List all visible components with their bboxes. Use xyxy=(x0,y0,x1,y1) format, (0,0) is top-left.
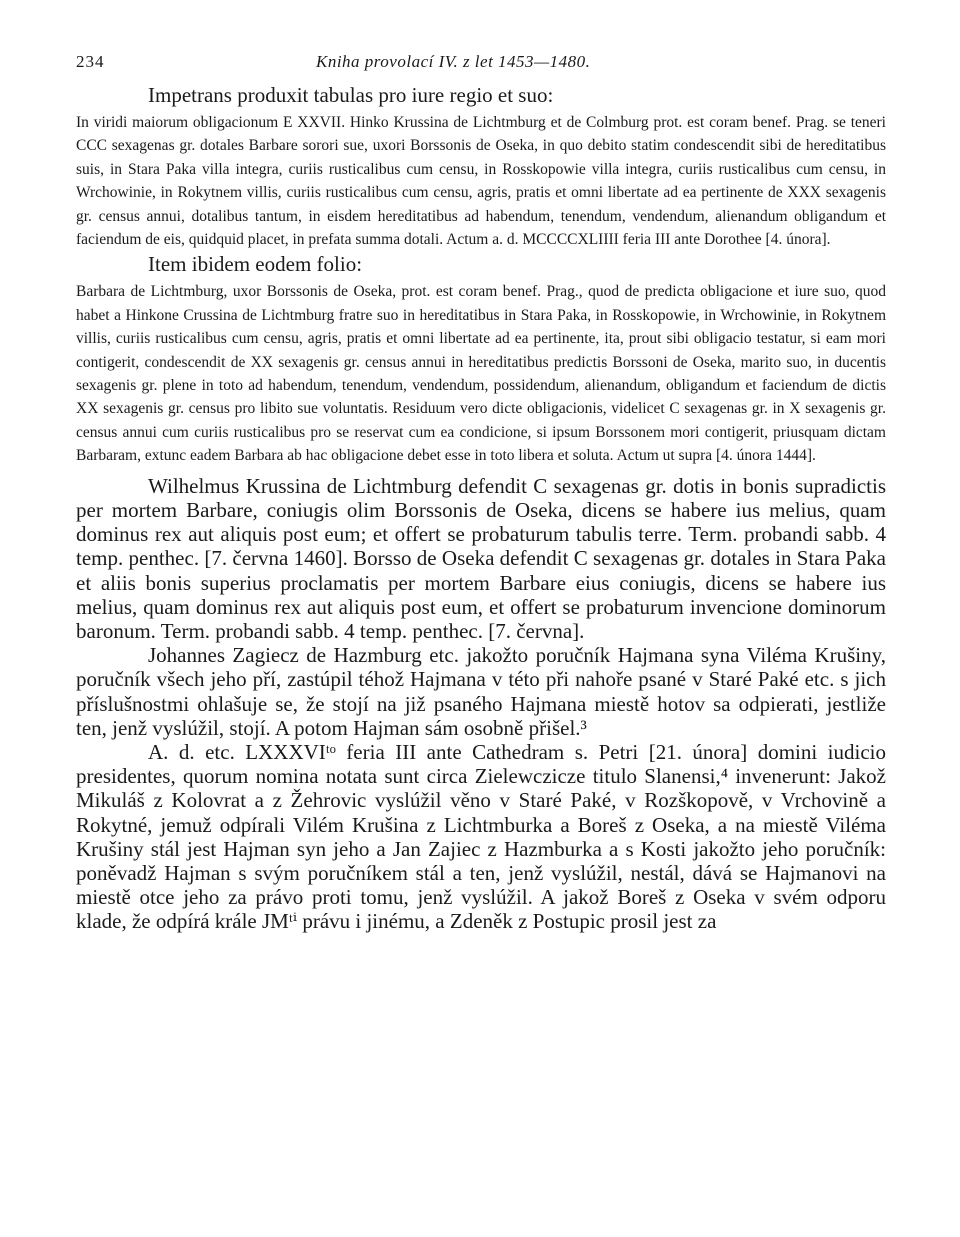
paragraph-judgment: A. d. etc. LXXXVIᵗᵒ feria III ante Cathedram s. Petri [21. února] domini iudicio presidentes, quorum nomina notata sunt circa Zielewczicze titulo Slanensi,⁴ invenerunt: Jakož Mikuláš z Kolovrat a z Žehrovic vyslúžil věno v Staré Paké, v Rozškopově, v Vrchovině a Rokytné, jemuž odpírali Vilém Krušina z Lichtmburka a Boreš z Oseka, a na miestě Viléma Krušiny stál jest Hajman syn jeho a Jan Zajiec z Hazmburka a s Kosti jakožto jeho poručník: poněvadž Hajman s svým poručníkem stál a ten, jenž vyslúžil, nestál, dává se Hajmanovi na miestě otce jeho za právo proti tomu, jenž vyslúžil. A jakož Boreš z Oseka v svém odporu klade, že odpírá krále JMᵗⁱ právu i jinému, a Zdeněk z Postupic prosil jest za xyxy=(76,739,886,934)
running-title: Kniha provolací IV. z let 1453—1480. xyxy=(316,52,591,71)
entry-paragraph-barbara: Barbara de Lichtmburg, uxor Borssonis de Oseka, prot. est coram benef. Prag., quod de predicta obligacione et iure suo, quod habet a Hinkone Crussina de Lichtmburg fratre suo in hereditatibus in Stara Paka, in Rosskopowie, in Wrchowinie, in Rokytnem villis, curiis rusticalibus cum censu, agris, pratis et omni libertate ad ea pertinente, ita, prout sibi obligacio testatur, si eam mori contigerit, condescendit de XX sexagenis gr. census annui in hereditatibus predictis Borssoni de Oseka, marito suo, in ducentis sexagenis gr. plene in toto ad habendum, tenendum, vendendum, possidendum, alienandum, obligandum et faciendum de dictis XX sexagenis gr. census pro libito sue voluntatis. Residuum vero dicte obligacionis, videlicet C sexagenas gr. in X sexagenis gr. census annui cum curiis rusticalibus pro se reservat cum ea condicione, si ipsum Borssonem mori contigerit, priusquam dictam Barbaram, extunc eadem Barbara ab hac obligacione debet esse in toto libera et soluta. Actum ut supra [4. února 1444]. xyxy=(76,283,886,465)
page-header xyxy=(76,52,886,82)
entry-paragraph-obligation: In viridi maiorum obligacionum E XXVII. Hinko Krussina de Lichtmburg et de Colmburg prot. est coram benef. Prag. se teneri CCC sexagenas gr. dotales Barbare sorori sue, uxori Borssonis de Oseka, in quo debito statim condescendit sibi de hereditatibus suis, in Stara Paka villa integra, curiis rusticalibus cum censu, in Rosskopowie villa integra, curiis rusticalibus cum censu, in Wrchowinie, in Rokytnem villis, curiis rusticalibus cum censu, agris, pratis et omni libertate ad ea pertinente de XXX sexagenis gr. census annui, dotalibus tantum, in eisdem hereditatibus ad habendum, tenendum, vendendum, alienandum obligandum et faciendum de eis, quidquid placet, in prefata summa dotali. Actum a. d. MCCCCXLIIII feria III ante Dorothee [4. února]. xyxy=(76,114,886,249)
document-page xyxy=(76,52,886,934)
section-heading-item-ibidem: Item ibidem eodem folio: xyxy=(148,252,363,277)
page-number: 234 xyxy=(76,52,105,71)
paragraph-johannes: Johannes Zagiecz de Hazmburg etc. jakožto poručník Hajmana syna Viléma Krušiny, poručník všech jeho pří, zastúpil téhož Hajmana v této při nahoře psané v Staré Paké etc. s jich příslušnostmi ohlašuje se, že stojí na již psaného Hajmana miestě hotov sa odpierati, jestliže ten, jenž vyslúžil, stojí. A potom Hajman sám osobně přišel.³ xyxy=(76,643,886,740)
paragraph-wilhelmus: Wilhelmus Krussina de Lichtmburg defendit C sexagenas gr. dotis in bonis supradictis per mortem Barbare, coniugis olim Borssonis de Oseka, dicens se habere ius melius, quam dominus rex aut aliquis post eum; et offert se probaturum tabulis terre. Term. probandi sabb. 4 temp. penthec. [7. června 1460]. Borsso de Oseka defendit C sexagenas gr. dotales in Stara Paka et aliis bonis superius proclamatis per mortem Barbare eius coniugis, dicens se habere ius melius, quam dominus rex aut aliquis post eum, et offert se probaturum invencione dominorum baronum. Term. probandi sabb. 4 temp. penthec. [7. června]. xyxy=(76,473,886,643)
section-heading-impetrans: Impetrans produxit tabulas pro iure regio et suo: xyxy=(148,83,554,107)
